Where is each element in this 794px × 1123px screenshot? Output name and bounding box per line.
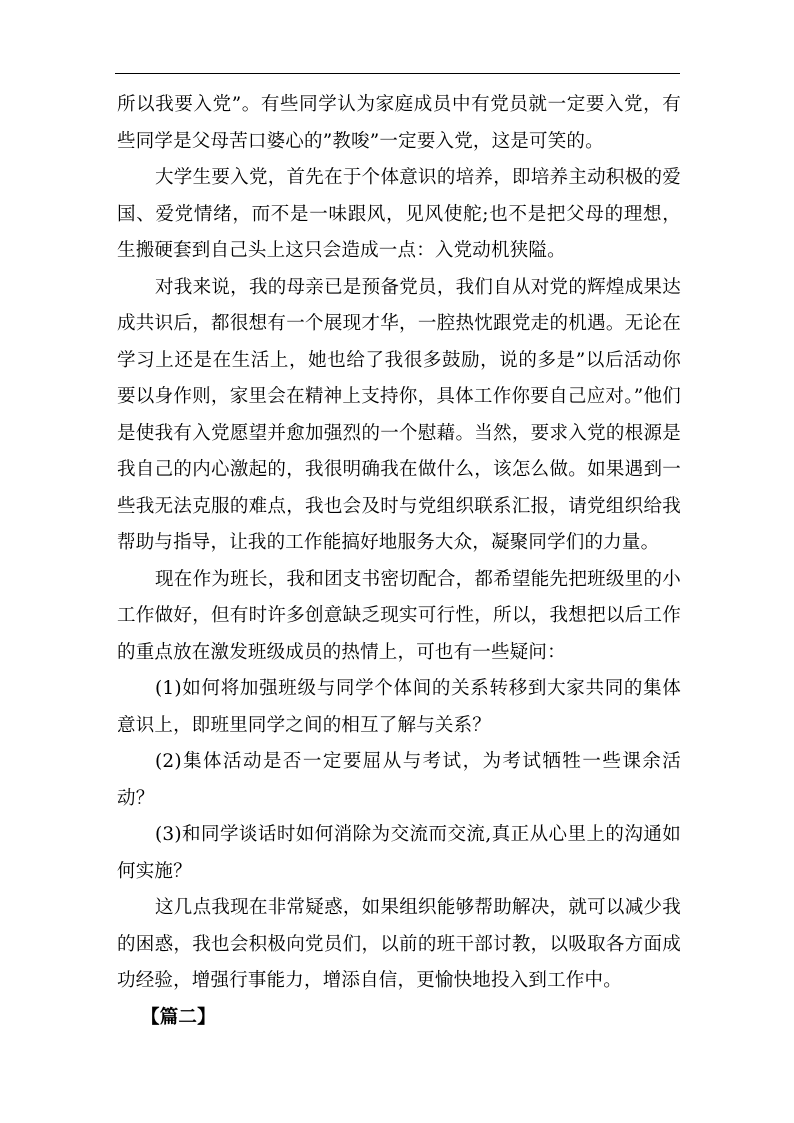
question-2: (2)集体活动是否一定要屈从与考试，为考试牺牲一些课余活动？ xyxy=(117,751,681,809)
question-1: (1)如何将加强班级与同学个体间的关系转移到大家共同的集体意识上，即班里同学之间的相互了解与关系？ xyxy=(117,678,681,736)
header-rule xyxy=(115,73,680,74)
paragraph-3: 对我来说，我的母亲已是预备党员，我们自从对党的辉煌成果达成共识后，都很想有一个展现才华，一腔热忱跟党走的机遇。无论在学习上还是在生活上，她也给了我很多鼓励，说的多是”以后活动你要以身作则，家里会在精神上支持你，具体工作你要自己应对。”他们是使我有入党愿望并愈加强烈的一个慰藉。当然，要求入党的根源是我自己的内心激起的，我很明确我在做什么，该怎么做。如果遇到一些我无法克服的难点，我也会及时与党组织联系汇报，请党组织给我帮助与指导，让我的工作能搞好地服务大众，凝聚同学们的力量。 xyxy=(117,276,681,553)
question-3: (3)和同学谈话时如何消除为交流而交流,真正从心里上的沟通如何实施？ xyxy=(117,824,681,882)
paragraph-4: 现在作为班长，我和团支书密切配合，都希望能先把班级里的小工作做好，但有时许多创意缺乏现实可行性，所以，我想把以后工作的重点放在激发班级成员的热情上，可也有一些疑问： xyxy=(117,568,681,663)
section-heading: 【篇二】 xyxy=(141,1006,216,1028)
document-body xyxy=(117,87,681,1036)
paragraph-1: 所以我要入党”。有些同学认为家庭成员中有党员就一定要入党，有些同学是父母苦口婆心的”教唆”一定要入党，这是可笑的。 xyxy=(117,94,681,152)
paragraph-2: 大学生要入党，首先在于个体意识的培养，即培养主动积极的爱国、爱党情绪，而不是一味跟风，见风使舵;也不是把父母的理想，生搬硬套到自己头上这只会造成一点：入党动机狭隘。 xyxy=(117,167,681,261)
paragraph-conclusion: 这几点我现在非常疑惑，如果组织能够帮助解决，就可以减少我的困惑，我也会积极向党员们，以前的班干部讨教，以吸取各方面成功经验，增强行事能力，增添自信，更愉快地投入到工作中。 xyxy=(117,897,681,991)
